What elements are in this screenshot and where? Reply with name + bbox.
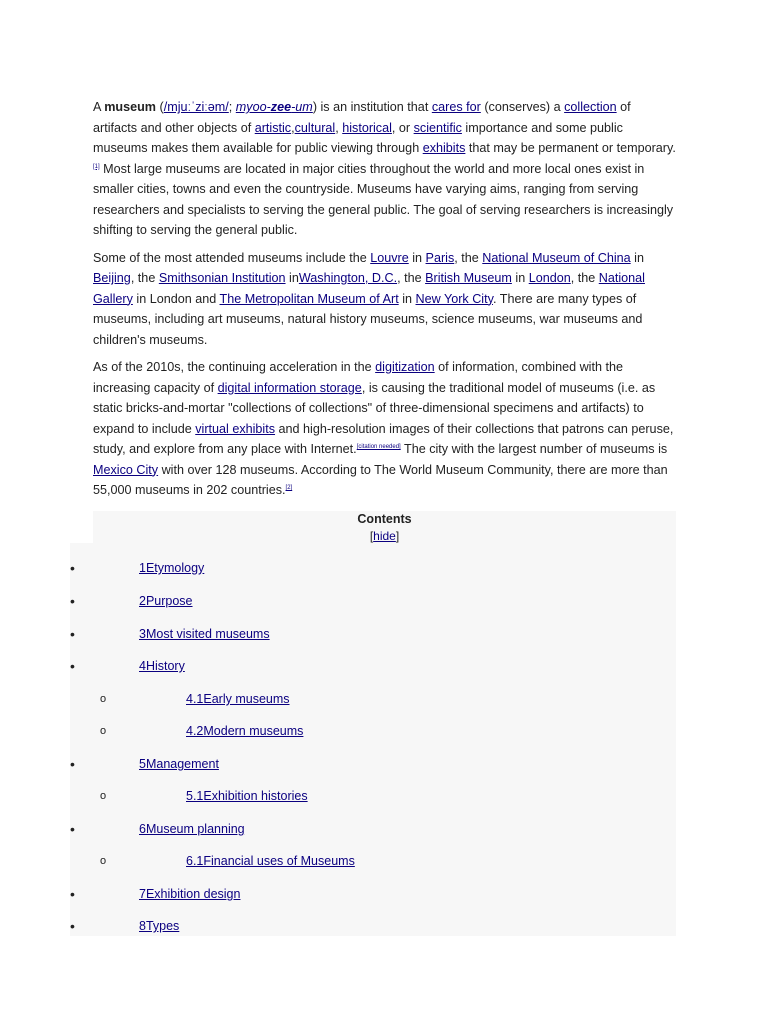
bullet-disc-icon: • [70,886,75,902]
toc-link-management[interactable]: 5Management [139,757,219,771]
bullet-circle-icon: o [100,725,107,737]
toc-link-etymology[interactable]: 1Etymology [139,561,205,575]
link-smithsonian[interactable]: Smithsonian Institution [158,271,286,285]
reference-1[interactable]: [1] [93,163,100,170]
toc-link-financial-uses[interactable]: 6.1Financial uses of Museums [186,854,355,868]
link-paris[interactable]: Paris [425,250,455,265]
link-scientific[interactable]: scientific [413,120,462,135]
most-attended-paragraph: Some of the most attended museums include the Louvre in Paris, the National Museum of China in Beijing, the Smithsonian Institution inWashington, D.C., the British Museum in London, the National Gallery in London and The Metropolitan Museum of Art in New York City. There are many types of museums, including art museums, natural history museums, science museums, war museums and children's museums. [93,250,645,347]
bullet-circle-icon: o [100,693,107,705]
link-national-museum-of-china[interactable]: National Museum of China [482,250,631,265]
bullet-disc-icon: • [70,756,75,772]
bullet-disc-icon: • [70,593,75,609]
toc-link-most-visited[interactable]: 3Most visited museums [139,627,270,641]
link-digital-information-storage[interactable]: digital information storage [217,380,362,395]
link-artistic[interactable]: artistic [254,120,292,135]
link-british-museum[interactable]: British Museum [425,271,512,285]
toc-link-purpose[interactable]: 2Purpose [139,594,193,608]
term-museum: museum [104,100,157,114]
digitization-paragraph: As of the 2010s, the continuing acceleration in the digitization of information, combined with the increasing capacity of digital information storage, is causing the traditional model of museums (i.e. as static bricks-and-mortar "collections of collections" of three-dimensional specimens and artifacts) to expand to include virtual exhibits and high-resolution images of their collections that patrons can peruse, study, and explore from any place with Internet.[citation needed] The city with the largest number of museums is Mexico City with over 128 museums. According to The World Museum Community, there are more than 55,000 museums in 202 countries.[2] [93,360,674,497]
link-louvre[interactable]: Louvre [370,250,409,265]
toc-toggle: [hide] [369,529,400,543]
link-collection[interactable]: collection [564,100,617,114]
article-body [93,97,678,508]
link-beijing[interactable]: Beijing [93,271,131,285]
respelling-link[interactable]: myoo-zee-um [235,100,313,114]
link-virtual-exhibits[interactable]: virtual exhibits [195,421,276,436]
link-mexico-city[interactable]: Mexico City [93,462,159,477]
toc-link-modern-museums[interactable]: 4.2Modern museums [186,724,304,738]
reference-2[interactable]: [2] [285,485,293,491]
link-exhibits[interactable]: exhibits [422,141,466,155]
bullet-disc-icon: • [70,821,75,837]
link-digitization[interactable]: digitization [375,360,435,374]
citation-needed[interactable]: [citation needed] [356,444,401,450]
toc-link-history[interactable]: 4History [139,659,185,673]
bullet-circle-icon: o [100,855,107,867]
toc-hide-button[interactable]: hide [373,529,396,543]
toc-link-exhibition-design[interactable]: 7Exhibition design [139,887,241,901]
toc-link-early-museums[interactable]: 4.1Early museums [186,692,290,706]
link-national-gallery[interactable]: National Gallery [93,271,645,306]
toc-title: Contents [357,512,412,526]
link-london[interactable]: London [528,271,571,285]
toc-link-museum-planning[interactable]: 6Museum planning [139,822,245,836]
bullet-disc-icon: • [70,918,75,934]
bullet-disc-icon: • [70,658,75,674]
link-historical[interactable]: historical [342,120,392,135]
link-new-york-city[interactable]: New York City [415,291,493,306]
toc-link-exhibition-histories[interactable]: 5.1Exhibition histories [186,789,308,803]
link-washington[interactable]: Washington, D.C. [298,271,398,285]
ipa-link[interactable]: /mjuːˈziːəm/ [163,100,229,114]
link-metropolitan-museum[interactable]: The Metropolitan Museum of Art [219,291,399,306]
link-cares-for[interactable]: cares for [431,100,481,114]
bullet-disc-icon: • [70,626,75,642]
bullet-disc-icon: • [70,560,75,576]
intro-paragraph: A museum (/mjuːˈziːəm/; myoo-zee-um) is an institution that cares for (conserves) a collection of artifacts and other objects of artistic,cultural, historical, or scientific importance and some public museums makes them available for public viewing through exhibits that may be permanent or temporary.[1] Most large museums are located in major cities throughout the world and more local ones exist in smaller cities, towns and even the countryside. Museums have varying aims, ranging from serving researchers and specialists to serving the general public. The goal of serving researchers is increasingly shifting to serving the general public. [93,100,676,237]
toc-bullet-gutter [70,543,93,936]
bullet-circle-icon: o [100,790,107,802]
link-cultural[interactable]: cultural [294,120,336,135]
toc-link-types[interactable]: 8Types [139,919,180,933]
